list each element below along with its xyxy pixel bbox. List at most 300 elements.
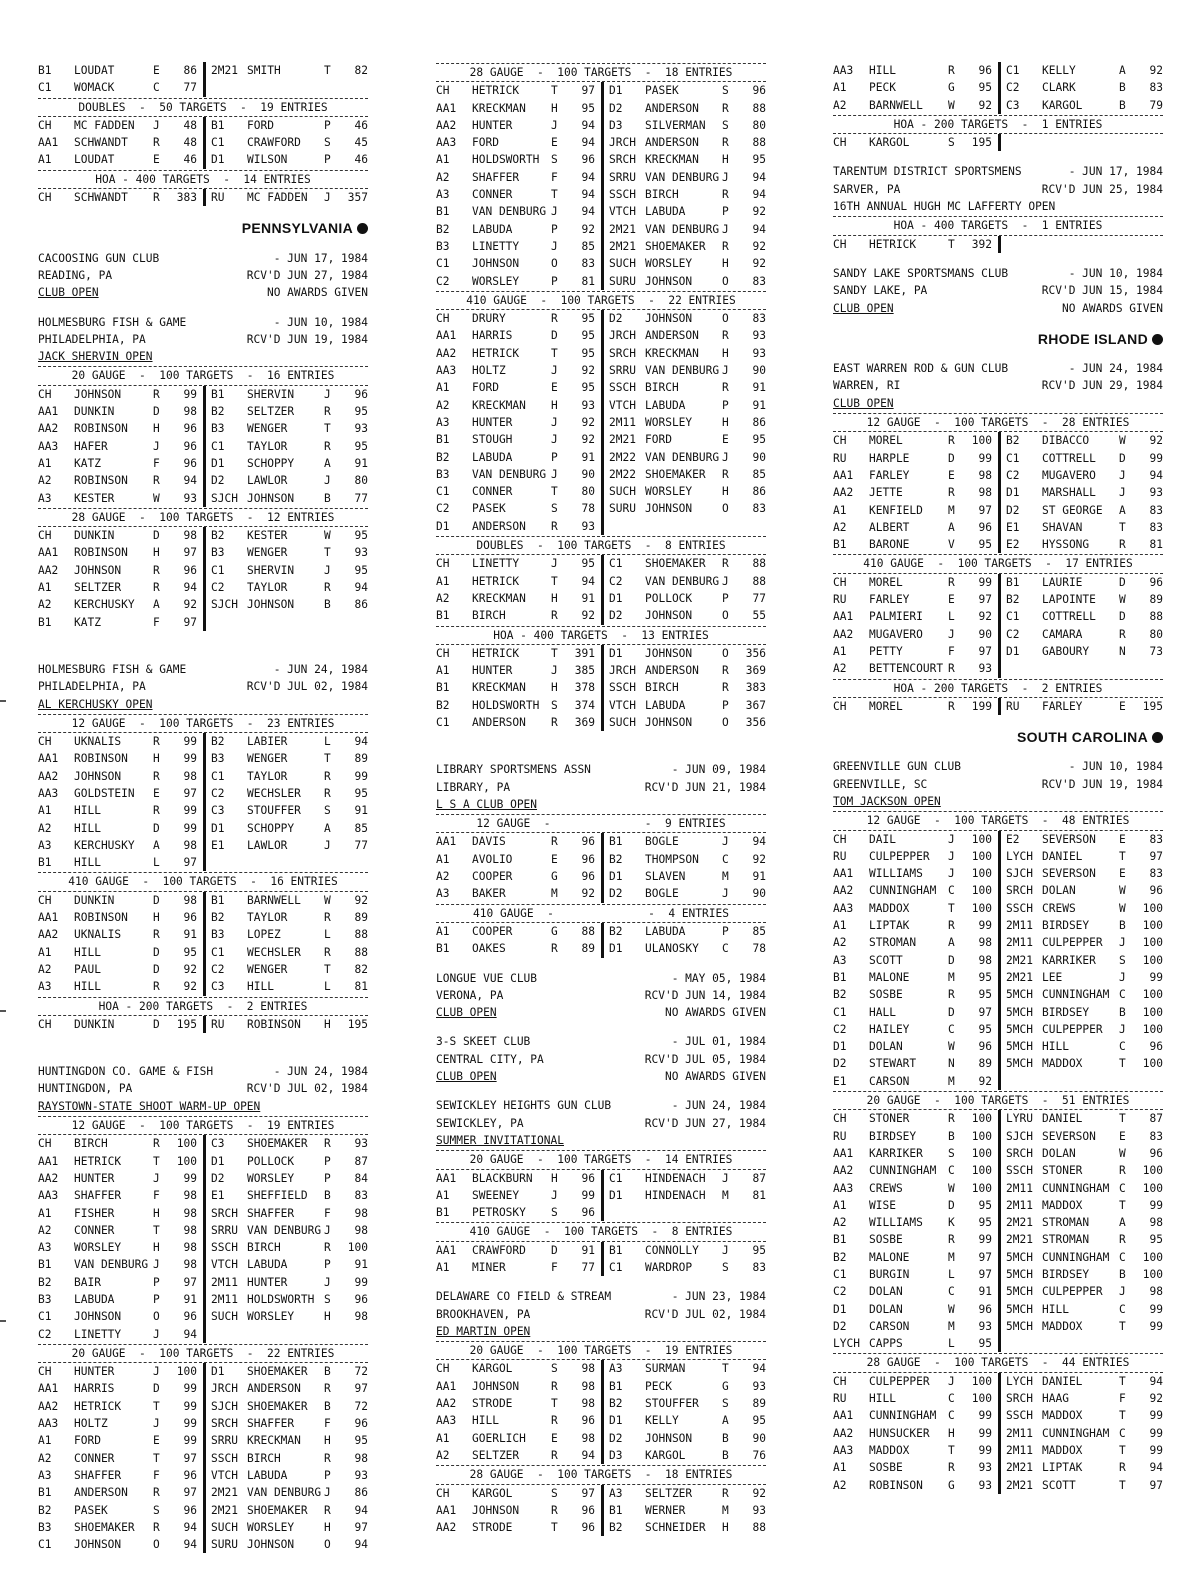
shooter-class: R xyxy=(551,835,558,849)
shooter-name: MADDOX xyxy=(869,901,910,915)
entry-left xyxy=(833,432,998,449)
score: 92 xyxy=(581,887,595,901)
class-code: A3 xyxy=(833,953,847,967)
shooter-class: T xyxy=(1119,1374,1126,1388)
entry-right xyxy=(203,455,368,472)
shooter-class: J xyxy=(153,1417,160,1431)
shooter-name: LOUDAT xyxy=(74,153,115,167)
score: 77 xyxy=(354,491,368,505)
result-row xyxy=(38,472,368,489)
result-row xyxy=(833,882,1163,899)
club-name: HUNTINGDON CO. GAME & FISH xyxy=(38,1065,214,1079)
shooter-class: D xyxy=(948,1198,955,1212)
shooter-class: R xyxy=(722,467,729,481)
result-row xyxy=(38,579,368,596)
result-row xyxy=(833,536,1163,553)
shooter-class: C xyxy=(948,1409,955,1423)
club-city: HUNTINGDON, PA xyxy=(38,1082,133,1096)
score: 96 xyxy=(354,1417,368,1431)
shooter-name: JOHNSON xyxy=(74,1310,122,1324)
club-header xyxy=(833,265,1163,317)
entry-left xyxy=(436,1360,601,1377)
entry-left xyxy=(436,697,601,714)
shooter-class: A xyxy=(948,520,955,534)
class-code: A2 xyxy=(833,1478,847,1492)
class-code: 2M21 xyxy=(1006,953,1033,967)
club-line xyxy=(436,1051,766,1068)
shooter-class: B xyxy=(324,598,331,612)
score: 92 xyxy=(978,610,992,624)
class-code: B3 xyxy=(38,1520,52,1534)
received-date: RCV'D JUN 27, 1984 xyxy=(246,268,368,282)
entry-right xyxy=(998,1335,1163,1352)
entry-left xyxy=(38,79,203,96)
result-row xyxy=(436,555,766,572)
score: 378 xyxy=(574,681,595,695)
result-row xyxy=(833,1197,1163,1214)
club-line xyxy=(436,970,766,987)
class-code: 2M21 xyxy=(609,239,636,253)
club-city: WARREN, RI xyxy=(833,379,901,393)
entry-right xyxy=(203,79,368,96)
entry-right xyxy=(998,1145,1163,1162)
class-code: C1 xyxy=(1006,64,1020,77)
shooter-name: HILL xyxy=(74,856,101,870)
class-code: SSCH xyxy=(1006,901,1033,915)
score: 77 xyxy=(752,591,766,605)
shooter-name: SELTZER xyxy=(472,1448,520,1462)
score: 83 xyxy=(1149,520,1163,534)
entry-right xyxy=(601,645,766,662)
shooter-name: FORD xyxy=(645,433,672,447)
shooter-class: H xyxy=(722,415,729,429)
shooter-name: PASEK xyxy=(645,84,679,98)
entry-left xyxy=(833,934,998,951)
entry-right xyxy=(998,934,1163,951)
score: 78 xyxy=(752,942,766,956)
event-section-header: 28 GAUGE - 100 TARGETS - 18 ENTRIES xyxy=(436,1465,766,1484)
class-code: JRCH xyxy=(609,136,636,150)
score: 100 xyxy=(971,884,992,898)
entry-right xyxy=(203,134,368,151)
entry-left xyxy=(436,1395,601,1412)
entry-left xyxy=(833,1180,998,1197)
score: 72 xyxy=(354,1365,368,1379)
class-code: B2 xyxy=(1006,593,1020,607)
score: 93 xyxy=(354,546,368,560)
shooter-name: THOMPSON xyxy=(645,852,699,866)
entry-right xyxy=(998,1477,1163,1494)
shooter-class: S xyxy=(324,136,331,150)
shooter-class: K xyxy=(948,1216,955,1230)
score: 90 xyxy=(581,467,595,481)
shooter-name: MOREL xyxy=(869,575,903,589)
class-code: C2 xyxy=(609,574,623,588)
entry-right xyxy=(601,327,766,344)
score: 89 xyxy=(581,942,595,956)
entry-right xyxy=(998,519,1163,536)
shooter-class: T xyxy=(1119,1443,1126,1457)
shooter-name: HOLDSWORTH xyxy=(472,698,540,712)
shooter-name: SHAFFER xyxy=(247,1417,295,1431)
class-code: 5MCH xyxy=(1006,1022,1033,1036)
shooter-name: WARDROP xyxy=(645,1261,693,1274)
entry-left xyxy=(833,1301,998,1318)
class-code: C2 xyxy=(833,1022,847,1036)
club-header xyxy=(436,1097,766,1149)
shooter-class: S xyxy=(722,1397,729,1411)
shooter-name: HINDENACH xyxy=(645,1171,706,1185)
entry-right xyxy=(601,273,766,290)
score: 93 xyxy=(1149,486,1163,500)
shooter-class: E xyxy=(153,153,160,167)
shooter-class: R xyxy=(722,1486,729,1500)
result-row xyxy=(436,310,766,327)
shooter-name: SHOEMAKER xyxy=(247,1503,308,1517)
class-code: LYCH xyxy=(833,1337,860,1351)
shooter-name: HETRICK xyxy=(869,237,917,251)
entry-right xyxy=(998,986,1163,1003)
shooter-name: LINETTY xyxy=(74,1327,122,1341)
result-row xyxy=(38,62,368,79)
shooter-class: L xyxy=(324,735,331,749)
shooter-name: KARRIKER xyxy=(1042,953,1096,967)
shooter-class: B xyxy=(1119,1005,1126,1019)
shooter-class: R xyxy=(153,980,160,994)
entry-left xyxy=(38,490,203,507)
score: 98 xyxy=(183,893,197,907)
result-row xyxy=(38,134,368,151)
shooter-class: R xyxy=(948,662,955,676)
result-row xyxy=(436,1187,766,1204)
shooter-name: CUNNINGHAM xyxy=(869,884,937,898)
score: 93 xyxy=(581,398,595,412)
entry-right xyxy=(998,882,1163,899)
class-code: AA1 xyxy=(436,1243,457,1257)
shooter-name: SEVERSON xyxy=(1042,1129,1096,1143)
class-code: A2 xyxy=(436,170,450,184)
entry-left xyxy=(833,1390,998,1407)
entry-left xyxy=(436,555,601,572)
awards-note: NO AWARDS GIVEN xyxy=(1061,301,1163,315)
score: 100 xyxy=(1142,1022,1163,1036)
score: 93 xyxy=(354,1468,368,1482)
result-row xyxy=(436,345,766,362)
score: 94 xyxy=(581,136,595,150)
class-code: D2 xyxy=(609,101,623,115)
class-code: AA1 xyxy=(833,610,854,624)
class-code: B2 xyxy=(211,405,225,419)
shooter-class: M xyxy=(948,1250,955,1264)
class-code: RU xyxy=(1006,699,1020,713)
class-code: AA2 xyxy=(436,1397,457,1411)
entry-right xyxy=(203,1502,368,1519)
shooter-class: P xyxy=(324,1154,331,1168)
shooter-name: BURGIN xyxy=(869,1268,910,1281)
class-code: C1 xyxy=(211,563,225,577)
score: 100 xyxy=(1142,1181,1163,1195)
shooter-class: T xyxy=(153,1154,160,1168)
club-header xyxy=(38,314,368,366)
result-row xyxy=(833,62,1163,79)
class-code: B2 xyxy=(211,735,225,749)
shooter-class: J xyxy=(324,1275,331,1289)
score: 94 xyxy=(354,735,368,749)
shooter-name: MADDOX xyxy=(1042,1409,1083,1423)
class-code: LYCH xyxy=(1006,849,1033,863)
entry-right xyxy=(998,1425,1163,1442)
shooter-class: R xyxy=(153,1137,160,1151)
shooter-class: D xyxy=(1119,610,1126,624)
class-code: AA2 xyxy=(38,1399,59,1413)
class-code: C2 xyxy=(211,581,225,595)
result-row xyxy=(38,961,368,978)
shooter-name: STONER xyxy=(1042,1164,1083,1178)
entry-left xyxy=(833,1145,998,1162)
score: 97 xyxy=(354,1520,368,1534)
score: 92 xyxy=(581,433,595,447)
club-name: SEWICKLEY HEIGHTS GUN CLUB xyxy=(436,1099,612,1113)
score: 89 xyxy=(1149,593,1163,607)
score: 92 xyxy=(752,239,766,253)
result-row xyxy=(38,1256,368,1273)
result-row xyxy=(38,562,368,579)
event-section-header: 12 GAUGE - 100 TARGETS - 23 ENTRIES xyxy=(38,714,368,733)
shooter-name: MALONE xyxy=(869,970,910,984)
entry-left xyxy=(38,189,203,206)
score: 96 xyxy=(581,1521,595,1535)
score: 90 xyxy=(752,887,766,901)
entry-right xyxy=(601,500,766,517)
class-code: C3 xyxy=(211,1137,225,1151)
shooter-class: M xyxy=(948,1074,955,1088)
entry-left xyxy=(833,1249,998,1266)
score: 94 xyxy=(183,1327,197,1341)
entry-right xyxy=(601,714,766,731)
class-code: A3 xyxy=(436,415,450,429)
class-code: 2M21 xyxy=(211,1503,238,1517)
event-section-header: HOA - 400 TARGETS - 14 ENTRIES xyxy=(38,170,368,189)
entry-left xyxy=(436,1204,601,1221)
shooter-name: BAIR xyxy=(74,1275,101,1289)
entry-right xyxy=(601,1360,766,1377)
entry-right xyxy=(601,345,766,362)
shooter-name: DUNKIN xyxy=(74,405,115,419)
shooter-name: HILL xyxy=(74,980,101,994)
score: 97 xyxy=(978,644,992,658)
class-code: 2M11 xyxy=(1006,1181,1033,1195)
shooter-class: O xyxy=(722,502,729,516)
shooter-class: W xyxy=(324,529,331,543)
class-code: AA3 xyxy=(833,1181,854,1195)
shooter-name: SHEFFIELD xyxy=(247,1189,308,1203)
shooter-name: DANIEL xyxy=(1042,1112,1083,1126)
shooter-name: COTTRELL xyxy=(1042,451,1096,465)
entry-left xyxy=(833,952,998,969)
entry-left xyxy=(833,1459,998,1476)
score: 83 xyxy=(1149,503,1163,517)
club-line xyxy=(38,250,368,267)
shooter-name: FORD xyxy=(472,381,499,395)
result-row xyxy=(38,1016,368,1033)
score: 96 xyxy=(581,1171,595,1185)
entry-right xyxy=(601,82,766,99)
result-row xyxy=(436,1485,766,1502)
score: 95 xyxy=(354,563,368,577)
score: 94 xyxy=(752,222,766,236)
score: 95 xyxy=(581,329,595,343)
club-line xyxy=(436,1068,766,1085)
class-code: AA1 xyxy=(833,867,854,881)
class-code: D2 xyxy=(833,1319,847,1333)
entry-right xyxy=(998,62,1163,79)
score: 100 xyxy=(176,1365,197,1379)
shooter-class: B xyxy=(1119,919,1126,933)
shooter-class: C xyxy=(1119,1181,1126,1195)
shooter-class: R xyxy=(551,1503,558,1517)
shooter-name: SELTZER xyxy=(74,581,122,595)
shooter-class: E xyxy=(153,64,160,77)
class-code: AA2 xyxy=(833,884,854,898)
result-row xyxy=(436,1360,766,1377)
class-code: D3 xyxy=(609,118,623,132)
shooter-name: ROBINSON xyxy=(74,422,128,436)
shooter-class: C xyxy=(948,1022,955,1036)
event-name: ED MARTIN OPEN xyxy=(436,1324,531,1338)
entry-left xyxy=(38,768,203,785)
class-code: B1 xyxy=(211,387,225,401)
shooter-class: E xyxy=(153,1434,160,1448)
score: 86 xyxy=(752,415,766,429)
result-row xyxy=(436,238,766,255)
shooter-class: W xyxy=(1119,434,1126,448)
class-code: A2 xyxy=(833,936,847,950)
entry-left xyxy=(436,362,601,379)
score: 96 xyxy=(183,563,197,577)
shooter-class: J xyxy=(153,1327,160,1341)
score: 99 xyxy=(581,1188,595,1202)
shooter-name: DRURY xyxy=(472,312,506,326)
shooter-name: MINER xyxy=(472,1261,506,1274)
class-code: VTCH xyxy=(609,205,636,219)
entry-right xyxy=(998,1390,1163,1407)
shooter-name: DAIL xyxy=(869,832,896,846)
result-row xyxy=(38,420,368,437)
score: 97 xyxy=(581,1486,595,1500)
shooter-class: C xyxy=(948,884,955,898)
class-code: AA3 xyxy=(833,1443,854,1457)
shooter-name: CARSON xyxy=(869,1319,910,1333)
score: 100 xyxy=(176,1137,197,1151)
class-code: AA1 xyxy=(833,1409,854,1423)
shooter-name: PECK xyxy=(869,81,896,95)
club-line xyxy=(38,284,368,301)
class-code: A2 xyxy=(38,962,52,976)
score: 99 xyxy=(183,821,197,835)
shooter-name: MC FADDEN xyxy=(247,191,308,205)
entry-right xyxy=(601,1430,766,1447)
shooter-class: P xyxy=(324,1468,331,1482)
shooter-name: CUNNINGHAM xyxy=(869,1164,937,1178)
score: 99 xyxy=(978,451,992,465)
entry-right xyxy=(998,643,1163,660)
shooter-name: PETROSKY xyxy=(472,1206,526,1220)
shooter-class: R xyxy=(324,1451,331,1465)
shooter-class: D xyxy=(551,329,558,343)
score: 92 xyxy=(581,364,595,378)
shooter-class: J xyxy=(324,563,331,577)
entry-left xyxy=(436,714,601,731)
score: 96 xyxy=(1149,1040,1163,1054)
shooter-class: R xyxy=(722,329,729,343)
score: 92 xyxy=(752,257,766,271)
shooter-name: BARNWELL xyxy=(869,98,923,112)
score: 46 xyxy=(183,153,197,167)
class-code: CH xyxy=(833,575,847,589)
entry-right xyxy=(203,961,368,978)
entry-right xyxy=(998,831,1163,848)
shooter-class: R xyxy=(324,945,331,959)
shooter-name: PETTY xyxy=(869,644,903,658)
shooter-class: R xyxy=(153,474,160,488)
shooter-class: R xyxy=(153,387,160,401)
class-code: A1 xyxy=(436,852,450,866)
entry-right xyxy=(601,1170,766,1187)
entry-right xyxy=(998,952,1163,969)
score: 77 xyxy=(354,838,368,852)
result-row xyxy=(436,1170,766,1187)
score: 88 xyxy=(752,1521,766,1535)
entry-left xyxy=(833,519,998,536)
class-code: D3 xyxy=(609,1448,623,1462)
entry-left xyxy=(38,1205,203,1222)
entry-right xyxy=(203,1484,368,1501)
result-row xyxy=(833,865,1163,882)
shooter-class: P xyxy=(153,1275,160,1289)
entry-right xyxy=(203,579,368,596)
score: 98 xyxy=(354,1223,368,1237)
score: 83 xyxy=(752,274,766,288)
score: 99 xyxy=(183,1434,197,1448)
class-code: C1 xyxy=(609,1171,623,1185)
shooter-class: T xyxy=(551,1521,558,1535)
result-row xyxy=(38,1450,368,1467)
shooter-class: R xyxy=(948,434,955,448)
shooter-name: ROBINSON xyxy=(74,911,128,925)
event-section-header: HOA - 200 TARGETS - 1 ENTRIES xyxy=(833,115,1163,134)
entry-left xyxy=(436,82,601,99)
score: 46 xyxy=(354,153,368,167)
shooter-name: JOHNSON xyxy=(472,1503,520,1517)
shooter-name: HETRICK xyxy=(472,346,520,360)
score: 96 xyxy=(581,153,595,167)
shooter-class: C xyxy=(722,852,729,866)
shooter-name: ROBINSON xyxy=(74,474,128,488)
score: 96 xyxy=(581,1414,595,1428)
entry-left xyxy=(436,1485,601,1502)
class-code: B1 xyxy=(1006,575,1020,589)
entry-left xyxy=(833,1318,998,1335)
shooter-class: D xyxy=(153,945,160,959)
shooter-name: LABUDA xyxy=(472,450,513,464)
shooter-name: WENGER xyxy=(247,752,288,766)
shooter-name: LEE xyxy=(1042,970,1063,984)
score: 86 xyxy=(354,598,368,612)
class-code: A1 xyxy=(436,381,450,395)
class-code: D1 xyxy=(211,1365,225,1379)
result-row xyxy=(38,768,368,785)
bullet-icon xyxy=(357,223,368,234)
